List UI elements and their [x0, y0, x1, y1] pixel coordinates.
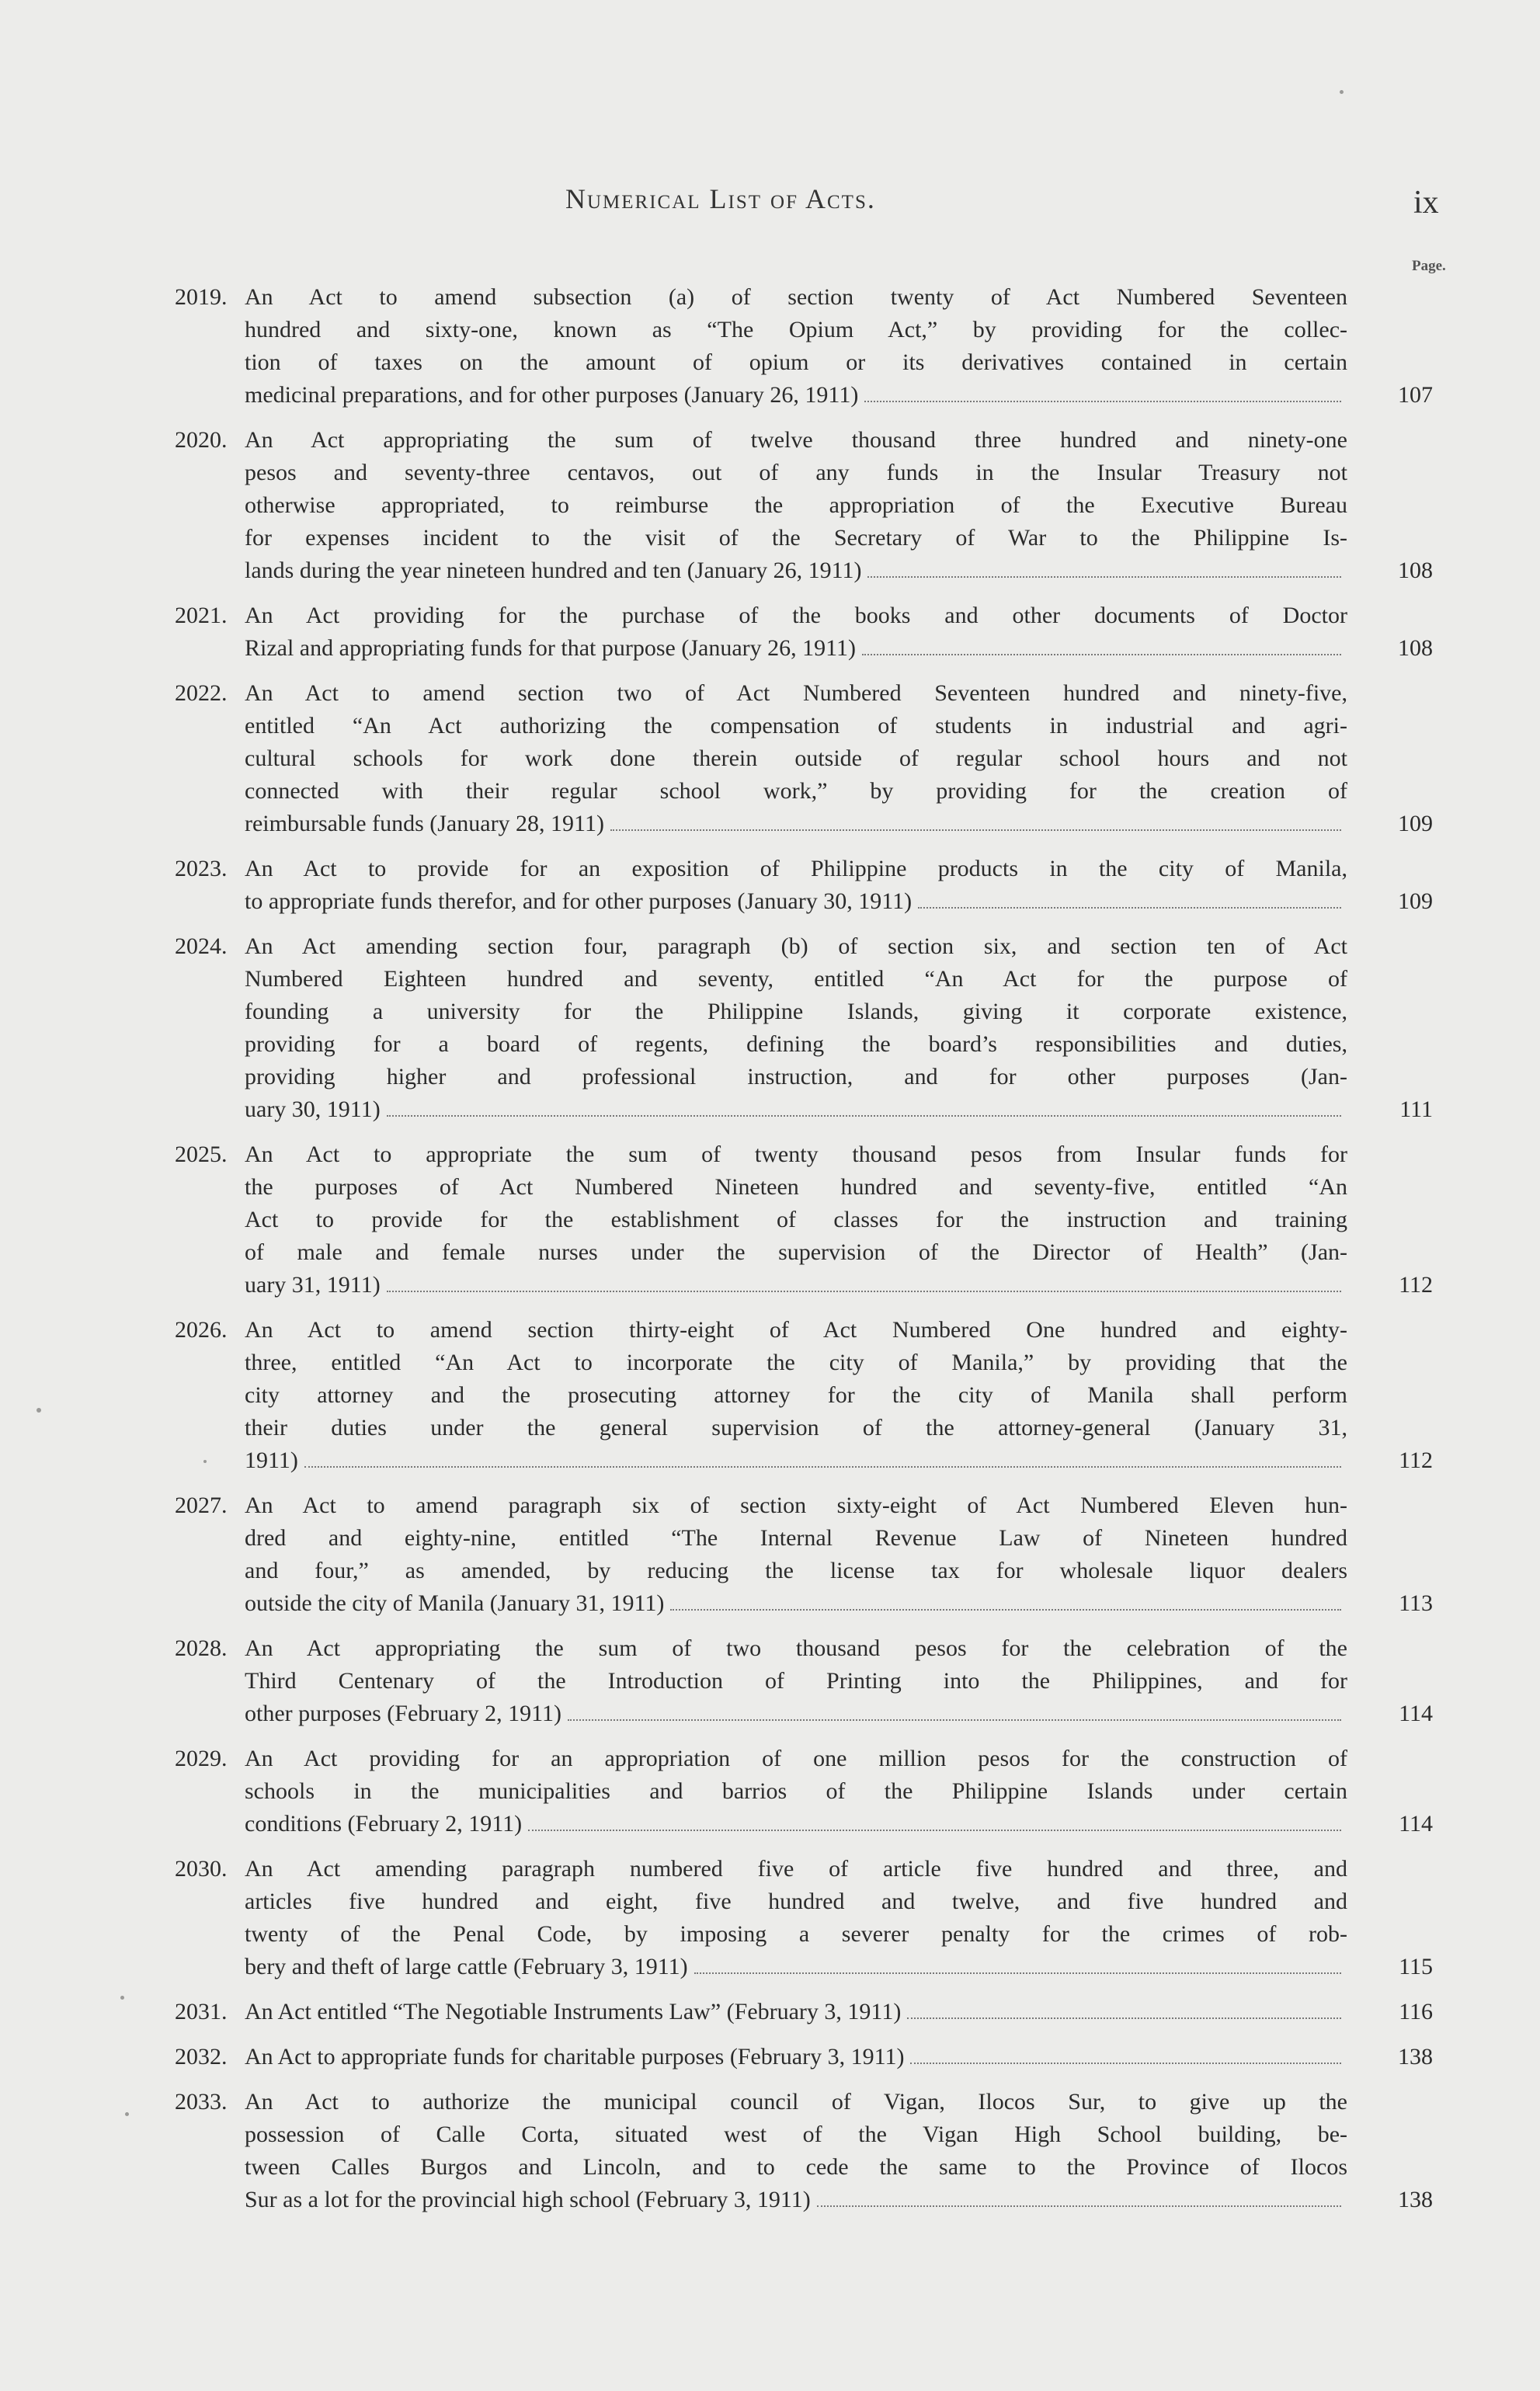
act-entry-line	[175, 677, 1425, 710]
paper-speck	[203, 1460, 207, 1463]
act-text: their duties under the general supervision of the attorney-general (January 31,	[245, 1415, 1347, 1441]
dot-leader	[867, 576, 1341, 578]
act-entry-line	[175, 457, 1425, 489]
dot-leader	[817, 2205, 1341, 2207]
act-entry	[175, 1489, 1433, 1620]
dot-leader	[528, 1830, 1341, 1831]
act-text-final: Rizal and appropriating funds for that purpose (January 26, 1911)	[245, 635, 857, 661]
act-text: dred and eighty-nine, entitled “The Internal Revenue Law of Nineteen hundred	[245, 1525, 1347, 1551]
act-text: and four,” as amended, by reducing the license tax for wholesale liquor dealers	[245, 1558, 1347, 1583]
act-text: An Act appropriating the sum of twelve thousand three hundred and ninety-one	[245, 427, 1347, 453]
act-page-number: 138	[1398, 2187, 1433, 2212]
act-entry-line	[175, 1665, 1425, 1698]
dot-leader	[568, 1719, 1341, 1721]
act-text	[245, 2041, 1347, 2073]
act-number: 2031.	[175, 1999, 228, 2024]
act-entry-line	[175, 1028, 1425, 1061]
act-text: An Act appropriating the sum of two thousand pesos for the celebration of the	[245, 1635, 1347, 1661]
act-entry-line	[175, 1743, 1425, 1775]
dot-leader	[610, 829, 1341, 831]
act-text-final: uary 30, 1911)	[245, 1096, 381, 1122]
act-number: 2032.	[175, 2044, 228, 2070]
act-text-final: conditions (February 2, 1911)	[245, 1811, 523, 1837]
act-entry	[175, 281, 1433, 412]
act-entry-line	[175, 1204, 1425, 1236]
act-text: schools in the municipalities and barrios of the Philippine Islands under certain	[245, 1778, 1347, 1804]
act-entry-line	[175, 1632, 1425, 1665]
act-text: three, entitled “An Act to incorporate the city of Manila,” by providing that the	[245, 1350, 1347, 1375]
act-text	[245, 1093, 1347, 1126]
paper-speck	[37, 1408, 41, 1413]
act-page-number: 138	[1398, 2044, 1433, 2070]
page-title: Numerical List of Acts.	[565, 183, 876, 214]
act-entry-line	[175, 1853, 1425, 1885]
dot-leader	[387, 1115, 1341, 1117]
act-text: hundred and sixty-one, known as “The Opium Act,” by providing for the collec-	[245, 317, 1347, 342]
act-text: An Act to amend paragraph six of section sixty-eight of Act Numbered Eleven hun-	[245, 1493, 1347, 1518]
act-entry-line	[175, 346, 1425, 379]
page-number: ix	[1413, 185, 1439, 221]
act-entry-line	[175, 1808, 1433, 1840]
act-entry-line	[175, 1093, 1433, 1126]
act-entry-line	[175, 1061, 1425, 1093]
act-entry-line	[175, 554, 1433, 587]
act-entry-line	[175, 1587, 1433, 1620]
act-entry	[175, 1632, 1433, 1730]
act-text: connected with their regular school work,” by providing for the creation of	[245, 778, 1347, 804]
dot-leader	[907, 2017, 1341, 2019]
act-text: founding a university for the Philippine Islands, giving it corporate existence,	[245, 999, 1347, 1024]
act-text: An Act to amend section two of Act Numbered Seventeen hundred and ninety-five,	[245, 680, 1347, 706]
paper-speck	[125, 2112, 129, 2116]
act-text: tion of taxes on the amount of opium or its derivatives contained in certain	[245, 349, 1347, 375]
act-text: An Act providing for the purchase of the books and other documents of Doctor	[245, 603, 1347, 628]
act-number: 2025.	[175, 1142, 228, 1167]
act-page-number: 115	[1399, 1954, 1433, 1979]
act-text	[245, 1951, 1347, 1983]
act-text: entitled “An Act authorizing the compensation of students in industrial and agri-	[245, 713, 1347, 738]
act-entry	[175, 1138, 1433, 1301]
act-text	[245, 1444, 1347, 1477]
act-page-number: 111	[1399, 1096, 1433, 1122]
act-entry-line	[175, 930, 1425, 963]
paper-speck	[120, 1996, 124, 2000]
act-page-number: 114	[1399, 1811, 1433, 1837]
act-text-final: 1911)	[245, 1447, 298, 1473]
act-text: An Act to authorize the municipal council of Vigan, Ilocos Sur, to give up the	[245, 2089, 1347, 2115]
act-entry-line	[175, 2118, 1425, 2151]
paper-speck	[1340, 90, 1344, 94]
act-text-final: outside the city of Manila (January 31, 1911)	[245, 1590, 665, 1616]
act-entry-line	[175, 996, 1425, 1028]
act-page-number: 108	[1398, 558, 1433, 583]
act-entry-line	[175, 1489, 1425, 1522]
act-entry-line	[175, 2041, 1433, 2073]
act-entry-line	[175, 1775, 1425, 1808]
act-text: An Act amending section four, paragraph (b) of section six, and section ten of Act	[245, 933, 1347, 959]
act-entry	[175, 1996, 1433, 2028]
act-entry-line	[175, 489, 1425, 522]
act-text: cultural schools for work done therein outside of regular school hours and not	[245, 745, 1347, 771]
act-entry-line	[175, 599, 1425, 632]
act-text-final: uary 31, 1911)	[245, 1272, 381, 1298]
act-entry	[175, 2041, 1433, 2073]
act-entry-line	[175, 1996, 1433, 2028]
act-text-final: reimbursable funds (January 28, 1911)	[245, 811, 604, 836]
dot-leader	[694, 1972, 1341, 1974]
act-text: Third Centenary of the Introduction of Printing into the Philippines, and for	[245, 1668, 1347, 1694]
act-text: An Act providing for an appropriation of one million pesos for the construction of	[245, 1746, 1347, 1771]
act-page-number: 112	[1399, 1272, 1433, 1298]
act-entry-line	[175, 522, 1425, 554]
act-entry	[175, 599, 1433, 665]
act-number: 2030.	[175, 1856, 228, 1882]
act-entry	[175, 930, 1433, 1126]
act-text: twenty of the Penal Code, by imposing a severer penalty for the crimes of rob-	[245, 1921, 1347, 1947]
act-number: 2027.	[175, 1493, 228, 1518]
act-entry-line	[175, 808, 1433, 840]
act-text: An Act amending paragraph numbered five of article five hundred and three, and	[245, 1856, 1347, 1882]
act-text: city attorney and the prosecuting attorney for the city of Manila shall perform	[245, 1382, 1347, 1408]
act-entry-line	[175, 853, 1425, 885]
act-entry-line	[175, 1314, 1425, 1347]
act-text	[245, 1587, 1347, 1620]
act-page-number: 109	[1398, 888, 1433, 914]
act-entry-line	[175, 2151, 1425, 2184]
act-text: articles five hundred and eight, five hundred and twelve, and five hundred and	[245, 1889, 1347, 1914]
act-page-number: 108	[1398, 635, 1433, 661]
act-entry	[175, 677, 1433, 840]
act-text-final: to appropriate funds therefor, and for other purposes (January 30, 1911)	[245, 888, 913, 914]
act-text	[245, 1269, 1347, 1301]
act-entry-line	[175, 1269, 1433, 1301]
act-entry	[175, 2086, 1433, 2216]
act-number: 2029.	[175, 1746, 228, 1771]
act-entry-line	[175, 379, 1433, 412]
act-text-final: An Act entitled “The Negotiable Instruments Law” (February 3, 1911)	[245, 1999, 902, 2024]
act-text: for expenses incident to the visit of the Secretary of War to the Philippine Is-	[245, 525, 1347, 551]
dot-leader	[864, 401, 1341, 402]
act-text	[245, 2184, 1347, 2216]
act-text	[245, 808, 1347, 840]
act-page-number: 113	[1399, 1590, 1433, 1616]
act-text: An Act to amend subsection (a) of section twenty of Act Numbered Seventeen	[245, 284, 1347, 310]
act-number: 2021.	[175, 603, 228, 628]
dot-leader	[304, 1466, 1341, 1468]
act-entry-line	[175, 742, 1425, 775]
act-entry-line	[175, 281, 1425, 314]
act-text	[245, 885, 1347, 918]
act-text	[245, 554, 1347, 587]
act-text: providing for a board of regents, defining the board’s responsibilities and duties,	[245, 1031, 1347, 1057]
dot-leader	[918, 907, 1341, 909]
act-number: 2022.	[175, 680, 228, 706]
act-entry	[175, 1314, 1433, 1477]
act-entry	[175, 1743, 1433, 1840]
act-entry-line	[175, 1885, 1425, 1918]
page-column-label: Page.	[1412, 258, 1446, 274]
act-entry-line	[175, 1918, 1425, 1951]
act-text: the purposes of Act Numbered Nineteen hundred and seventy-five, entitled “An	[245, 1174, 1347, 1200]
dot-leader	[862, 654, 1341, 655]
act-number: 2026.	[175, 1317, 228, 1343]
dot-leader	[670, 1609, 1341, 1611]
act-text: Act to provide for the establishment of classes for the instruction and training	[245, 1207, 1347, 1232]
act-entry-line	[175, 2184, 1433, 2216]
act-text-final: bery and theft of large cattle (February 3, 1911)	[245, 1954, 688, 1979]
act-page-number: 109	[1398, 811, 1433, 836]
act-text: otherwise appropriated, to reimburse the appropriation of the Executive Bureau	[245, 492, 1347, 518]
act-entry-line	[175, 1951, 1433, 1983]
act-text	[245, 632, 1347, 665]
act-text: of male and female nurses under the supervision of the Director of Health” (Jan-	[245, 1239, 1347, 1265]
act-entry-line	[175, 314, 1425, 346]
act-entry	[175, 1853, 1433, 1983]
act-page-number: 116	[1399, 1999, 1433, 2024]
act-entry-line	[175, 1138, 1425, 1171]
act-entry-line	[175, 775, 1425, 808]
act-text: An Act to appropriate the sum of twenty thousand pesos from Insular funds for	[245, 1142, 1347, 1167]
act-entry-line	[175, 1412, 1425, 1444]
act-entry-line	[175, 885, 1433, 918]
act-number: 2033.	[175, 2089, 228, 2115]
act-number: 2019.	[175, 284, 228, 310]
act-entry-line	[175, 632, 1433, 665]
act-entry-line	[175, 1698, 1433, 1730]
act-page-number: 112	[1399, 1447, 1433, 1473]
act-entry	[175, 424, 1433, 587]
act-text: pesos and seventy-three centavos, out of any funds in the Insular Treasury not	[245, 460, 1347, 485]
act-entry-line	[175, 1555, 1425, 1587]
act-entry-line	[175, 1522, 1425, 1555]
act-text	[245, 1698, 1347, 1730]
act-number: 2024.	[175, 933, 228, 959]
act-text: providing higher and professional instruction, and for other purposes (Jan-	[245, 1064, 1347, 1090]
page-header	[0, 182, 1540, 229]
acts-list	[175, 281, 1433, 2229]
act-entry-line	[175, 1171, 1425, 1204]
act-text-final: other purposes (February 2, 1911)	[245, 1701, 561, 1726]
act-text: Numbered Eighteen hundred and seventy, entitled “An Act for the purpose of	[245, 966, 1347, 992]
act-text-final: medicinal preparations, and for other purposes (January 26, 1911)	[245, 382, 859, 408]
act-text	[245, 1808, 1347, 1840]
act-page-number: 114	[1399, 1701, 1433, 1726]
act-text: An Act to provide for an exposition of Philippine products in the city of Manila,	[245, 856, 1347, 881]
act-entry-line	[175, 1379, 1425, 1412]
act-number: 2028.	[175, 1635, 228, 1661]
act-entry-line	[175, 424, 1425, 457]
act-entry-line	[175, 2086, 1425, 2118]
dot-leader	[910, 2063, 1341, 2064]
act-entry-line	[175, 1444, 1433, 1477]
act-text	[245, 379, 1347, 412]
act-entry-line	[175, 1236, 1425, 1269]
act-text: An Act to amend section thirty-eight of Act Numbered One hundred and eighty-	[245, 1317, 1347, 1343]
act-text	[245, 1996, 1347, 2028]
act-entry	[175, 853, 1433, 918]
dot-leader	[387, 1291, 1341, 1292]
act-page-number: 107	[1398, 382, 1433, 408]
act-text: tween Calles Burgos and Lincoln, and to cede the same to the Province of Ilocos	[245, 2154, 1347, 2180]
act-text-final: lands during the year nineteen hundred and ten (January 26, 1911)	[245, 558, 862, 583]
act-entry-line	[175, 710, 1425, 742]
act-entry-line	[175, 963, 1425, 996]
act-text-final: Sur as a lot for the provincial high school (February 3, 1911)	[245, 2187, 811, 2212]
act-entry-line	[175, 1347, 1425, 1379]
act-text: possession of Calle Corta, situated west of the Vigan High School building, be-	[245, 2122, 1347, 2147]
act-number: 2023.	[175, 856, 228, 881]
act-text-final: An Act to appropriate funds for charitable purposes (February 3, 1911)	[245, 2044, 905, 2070]
act-number: 2020.	[175, 427, 228, 453]
